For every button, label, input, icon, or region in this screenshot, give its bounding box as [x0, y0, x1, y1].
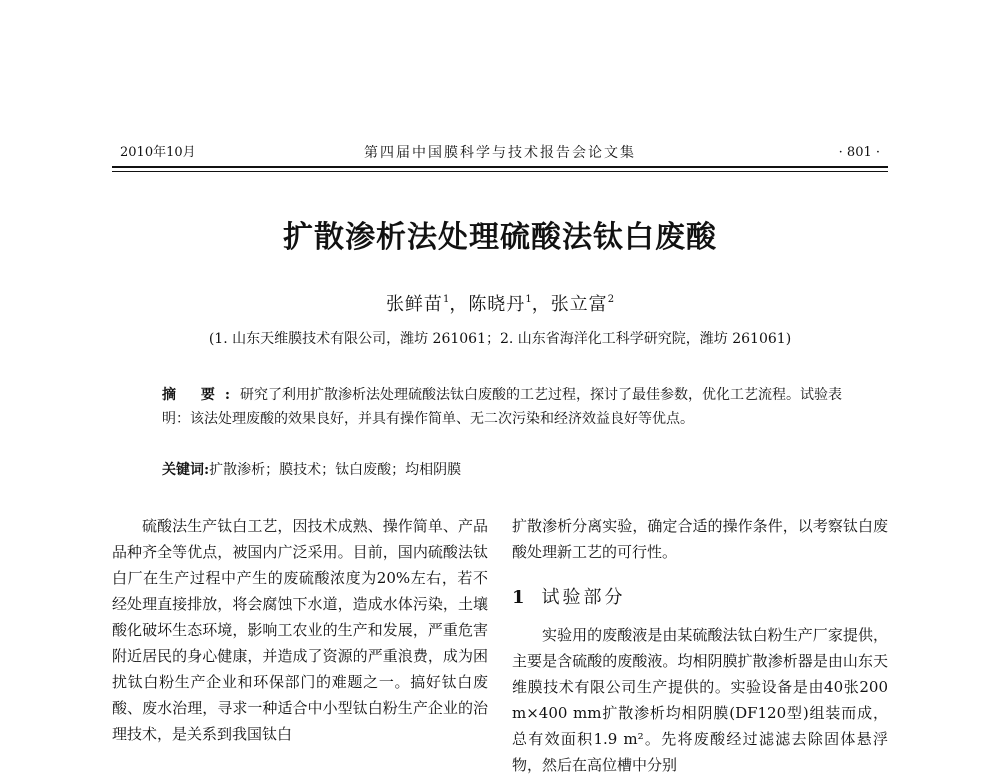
body-paragraph: 硫酸法生产钛白工艺，因技术成熟、操作简单、产品品种齐全等优点，被国内广泛采用。目前，国内硫酸法钛白厂在生产过程中产生的废硫酸浓度为20%左右，若不经处理直接排放，将会腐蚀下水道，造成水体污染，土壤酸化破坏生态环境，影响工农业的生产和发展，严重危害附近居民的身心健康，并造成了资源的严重浪费，成为困扰钛白粉生产企业和环保部门的难题之一。搞好钛白废酸、废水治理，寻求一种适合中小型钛白粉生产企业的治理技术，是关系到我国钛白 — [112, 517, 488, 743]
body-paragraph: 实验用的废酸液是由某硫酸法钛白粉生产厂家提供，主要是含硫酸的废酸液。均相阴膜扩散渗析器是由山东天维膜技术有限公司生产提供的。实验设备是由40张200 m×400 mm扩散渗析均相阴膜(DF120型)组装而成，总有效面积1.9 m²。先将废酸经过滤滤去除固体悬浮物，然后在高位槽中分别 — [512, 626, 888, 774]
author-affiliation-mark: 2 — [607, 294, 615, 305]
body-column-right — [512, 513, 888, 778]
page-number: · 801 · — [838, 145, 880, 160]
author-affiliation-mark: 1 — [442, 294, 450, 305]
author-separator: ， — [531, 294, 551, 315]
section-title: 试验部分 — [541, 587, 626, 608]
abstract-text: 研究了利用扩散渗析法处理硫酸法钛白废酸的工艺过程，探讨了最佳参数，优化工艺流程。试验表明：该法处理废酸的效果良好，并具有操作简单、无二次污染和经济效益良好等优点。 — [162, 387, 843, 427]
header-rule-thick — [112, 166, 888, 168]
affiliations: (1. 山东天维膜技术有限公司，潍坊 261061；2. 山东省海洋化工科学研究院，潍坊 261061) — [208, 331, 792, 347]
abstract-label: 摘 要: — [162, 387, 241, 403]
keywords — [162, 458, 852, 482]
author-name: 张立富 — [550, 294, 608, 315]
running-header-journal: 第四届中国膜科学与技术报告会论文集 — [364, 145, 636, 161]
paper-title: 扩散渗析法处理硫酸法钛白废酸 — [283, 220, 717, 255]
body-paragraph-continuation: 扩散渗析分离实验，确定合适的操作条件，以考察钛白废酸处理新工艺的可行性。 — [512, 517, 888, 561]
author-separator: ， — [449, 294, 469, 315]
section-heading — [512, 585, 888, 611]
author-line — [0, 288, 1000, 317]
keywords-label: 关键词: — [162, 462, 210, 478]
abstract — [162, 383, 852, 431]
author-name: 陈晓丹 — [468, 294, 526, 315]
body-column-left — [112, 513, 488, 747]
keywords-text: 扩散渗析；膜技术；钛白废酸；均相阴膜 — [209, 462, 462, 478]
section-number: 1 — [512, 587, 528, 608]
header-rule-thin — [112, 171, 888, 172]
running-header-date: 2010年10月 — [120, 145, 196, 160]
author-affiliation-mark: 1 — [525, 294, 532, 305]
author-name: 张鲜苗 — [385, 294, 443, 315]
